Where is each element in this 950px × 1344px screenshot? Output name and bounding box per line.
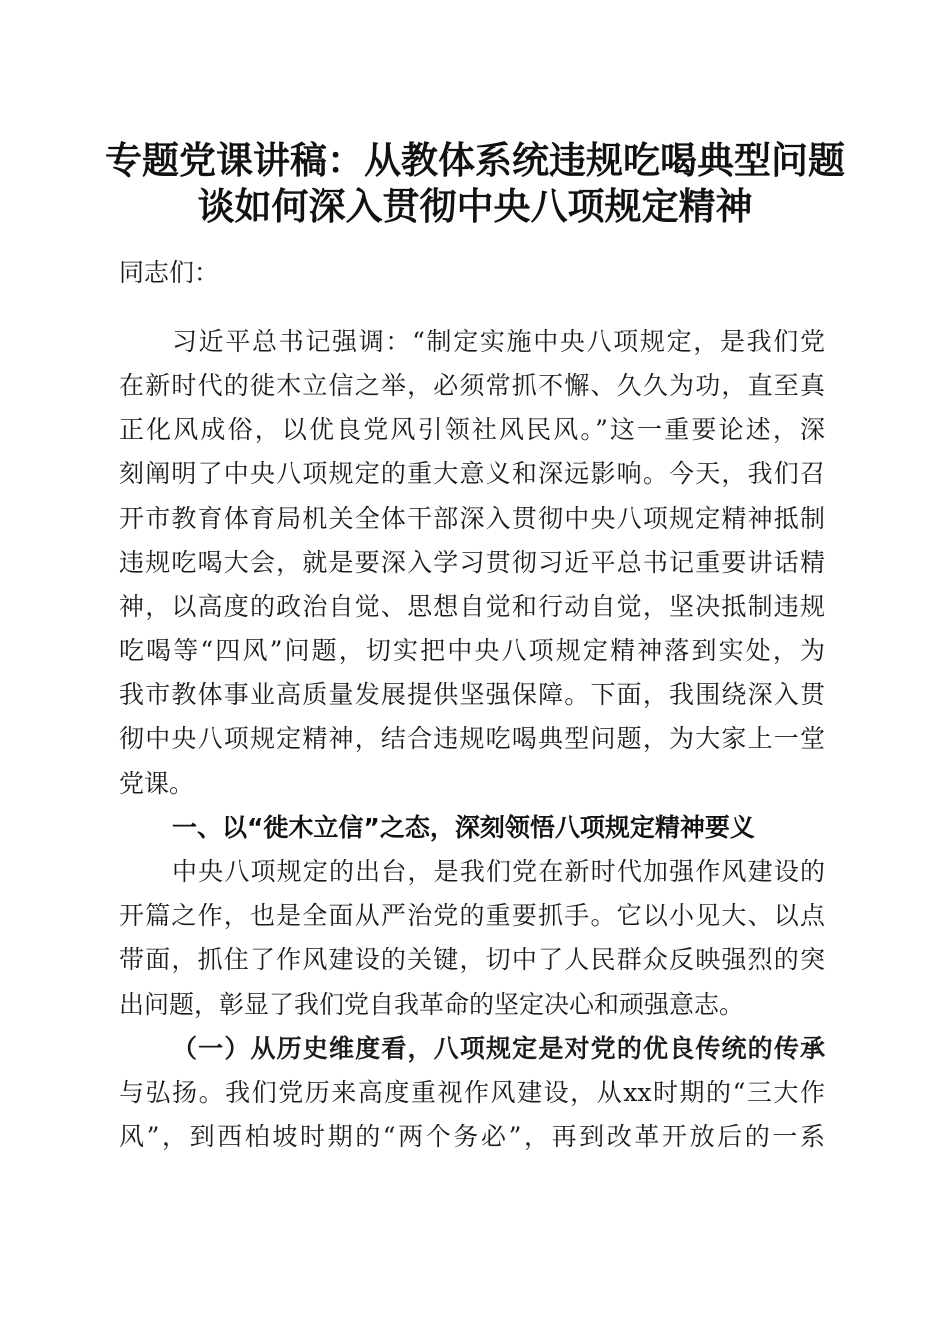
section-1-heading: 一、以“徙木立信”之态，深刻领悟八项规定精神要义 <box>172 813 755 842</box>
paragraph-1-line-2: 在新时代的徙木立信之举，必须常抓不懈、久久为功，直至真 <box>119 371 825 400</box>
paragraph-1-line-8: 吃喝等“四风”问题，切实把中央八项规定精神落到实处，为 <box>119 636 825 665</box>
paragraph-1-line-6: 违规吃喝大会，就是要深入学习贯彻习近平总书记重要讲话精 <box>119 548 825 577</box>
subsection-1-lead: （一）从历史维度看，八项规定是对党的优良传统的传承 <box>172 1034 825 1063</box>
paragraph-1-line-7: 神，以高度的政治自觉、思想自觉和行动自觉，坚决抵制违规 <box>119 592 825 621</box>
paragraph-2-line-4: 出问题，彰显了我们党自我革命的坚定决心和顽强意志。 <box>119 990 745 1019</box>
paragraph-1-line-11: 党课。 <box>119 769 195 798</box>
document-title-line-1: 专题党课讲稿：从教体系统违规吃喝典型问题 <box>105 138 845 182</box>
paragraph-1-line-10: 彻中央八项规定精神，结合违规吃喝典型问题，为大家上一堂 <box>119 724 825 753</box>
paragraph-2-line-2: 开篇之作，也是全面从严治党的重要抓手。它以小见大、以点 <box>119 901 825 930</box>
paragraph-1-line-3: 正化风成俗，以优良党风引领社风民风。”这一重要论述，深 <box>119 415 825 444</box>
paragraph-2-line-3: 带面，抓住了作风建设的关键，切中了人民群众反映强烈的突 <box>119 945 825 974</box>
paragraph-1-line-4: 刻阐明了中央八项规定的重大意义和深远影响。今天，我们召 <box>119 459 825 488</box>
paragraph-1-line-5: 开市教育体育局机关全体干部深入贯彻中央八项规定精神抵制 <box>119 504 825 533</box>
paragraph-1-line-9: 我市教体事业高质量发展提供坚强保障。下面，我围绕深入贯 <box>119 680 825 709</box>
paragraph-3-line-1: 与弘扬。我们党历来高度重视作风建设，从xx时期的“三大作 <box>119 1078 825 1107</box>
salutation: 同志们： <box>119 258 220 287</box>
paragraph-1-line-1: 习近平总书记强调：“制定实施中央八项规定，是我们党 <box>172 327 825 356</box>
paragraph-2-line-1: 中央八项规定的出台，是我们党在新时代加强作风建设的 <box>172 857 825 886</box>
document-title-line-2: 谈如何深入贯彻中央八项规定精神 <box>197 184 753 228</box>
paragraph-3-line-2: 风”，到西柏坡时期的“两个务必”，再到改革开放后的一系 <box>119 1122 825 1151</box>
